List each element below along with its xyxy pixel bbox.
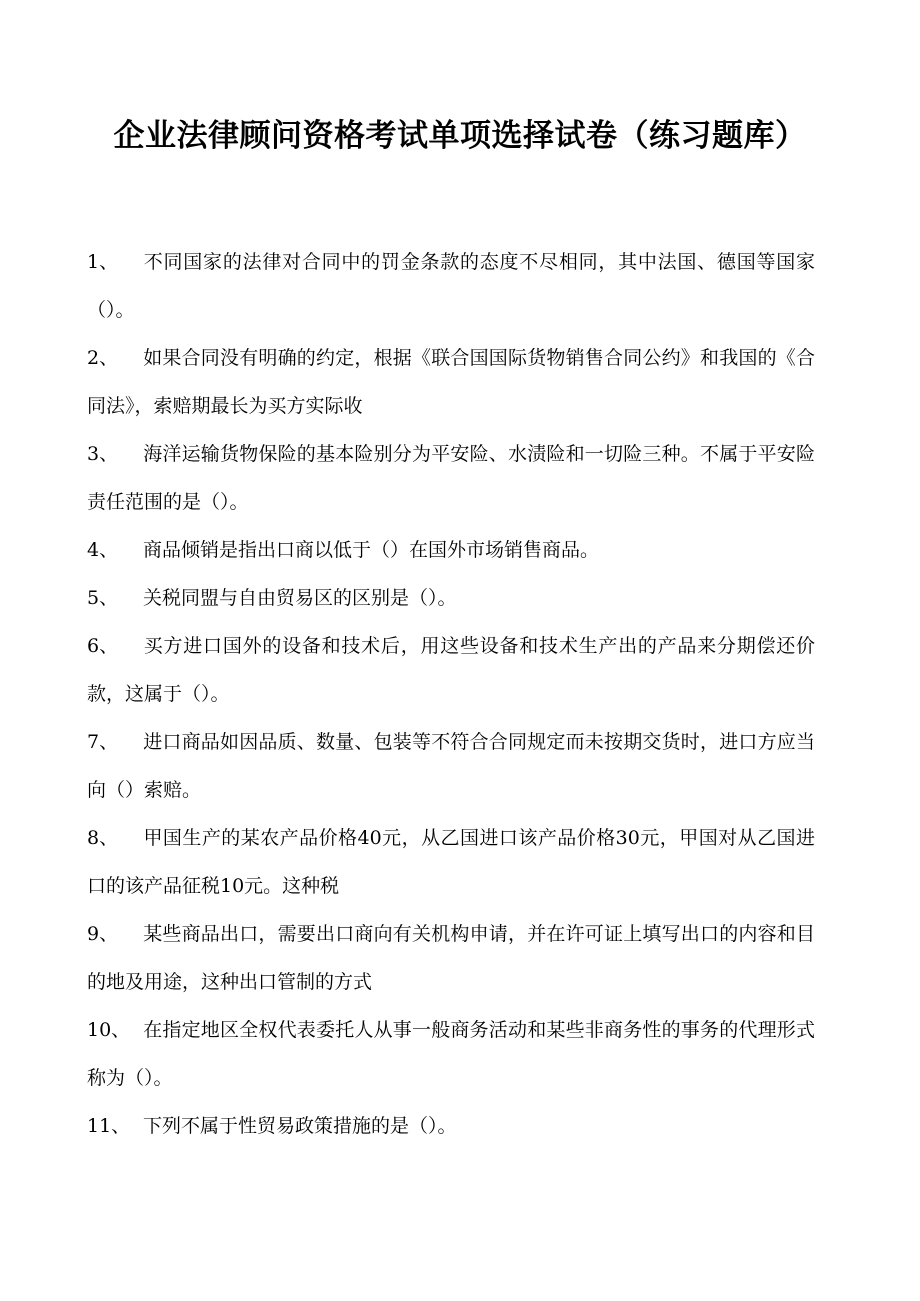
question-number: 4、 (87, 539, 119, 561)
question-item (87, 238, 815, 334)
question-text: 下列不属于性贸易政策措施的是（）。 (143, 1115, 457, 1137)
question-item (87, 622, 815, 718)
question-number: 11、 (87, 1115, 131, 1137)
question-text: 海洋运输货物保险的基本险别分为平安险、水渍险和一切险三种。不属于平安险责任范围的是（）。 (87, 443, 815, 513)
question-item (87, 718, 815, 814)
question-item (87, 910, 815, 1006)
question-text: 商品倾销是指出口商以低于（）在国外市场销售商品。 (143, 539, 600, 561)
question-item (87, 526, 815, 574)
question-text: 甲国生产的某农产品价格40元，从乙国进口该产品价格30元，甲国对从乙国进口的该产品征税10元。这种税 (87, 827, 815, 897)
question-number: 10、 (87, 1019, 131, 1041)
question-number: 5、 (87, 587, 119, 609)
question-number: 9、 (87, 923, 119, 945)
question-item (87, 814, 815, 910)
question-item (87, 574, 815, 622)
question-text: 买方进口国外的设备和技术后，用这些设备和技术生产出的产品来分期偿还价款，这属于（）。 (87, 635, 815, 705)
question-number: 1、 (87, 251, 119, 273)
question-item (87, 1006, 815, 1102)
question-item (87, 1102, 815, 1150)
page-title: 企业法律顾问资格考试单项选择试卷（练习题库） (113, 118, 807, 154)
question-text: 不同国家的法律对合同中的罚金条款的态度不尽相同，其中法国、德国等国家（）。 (87, 251, 815, 321)
question-number: 3、 (87, 443, 119, 465)
question-text: 某些商品出口，需要出口商向有关机构申请，并在许可证上填写出口的内容和目的地及用途，这种出口管制的方式 (87, 923, 815, 993)
question-list (87, 238, 815, 1150)
question-text: 如果合同没有明确的约定，根据《联合国国际货物销售合同公约》和我国的《合同法》，索赔期最长为买方实际收 (87, 347, 815, 417)
question-item (87, 334, 815, 430)
question-number: 8、 (87, 827, 119, 849)
question-text: 在指定地区全权代表委托人从事一般商务活动和某些非商务性的事务的代理形式称为（）。 (87, 1019, 815, 1089)
question-text: 进口商品如因品质、数量、包装等不符合合同规定而未按期交货时，进口方应当向（）索赔。 (87, 731, 815, 801)
question-number: 2、 (87, 347, 119, 369)
question-item (87, 430, 815, 526)
question-number: 7、 (87, 731, 119, 753)
question-text: 关税同盟与自由贸易区的区别是（）。 (143, 587, 457, 609)
question-number: 6、 (87, 635, 119, 657)
